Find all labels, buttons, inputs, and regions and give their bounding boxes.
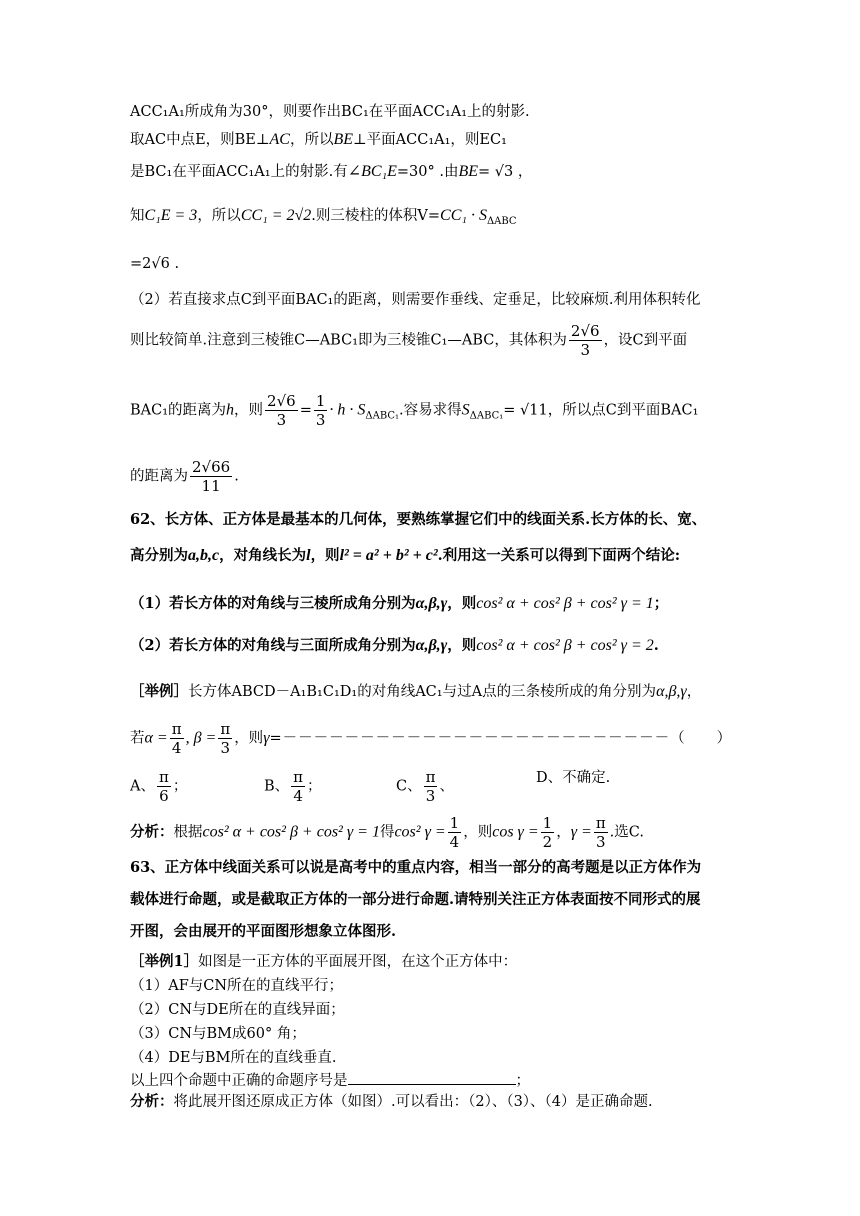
text: 则比较简单.注意到三棱锥C—ABC₁即为三棱锥C₁—ABC，其体积为 [130, 332, 567, 349]
text: .选C. [609, 824, 644, 841]
text: .则三棱柱的体积V= [311, 208, 441, 224]
text: . [234, 468, 239, 485]
math: · h · S [329, 401, 366, 419]
text-line [130, 1000, 345, 1020]
math: α = [144, 729, 168, 747]
math: α,β,γ [415, 637, 448, 654]
section-63-heading [130, 858, 701, 878]
math: , β = [185, 729, 217, 747]
text: ，则 [447, 595, 477, 612]
fraction: $\frac{2√6}{3}$ [570, 322, 600, 359]
fraction: $\frac{2√66}{11}$ [192, 458, 231, 495]
text: ，所以 [197, 208, 241, 224]
section-62-heading [130, 510, 706, 530]
text: 是BC₁在平面ACC₁A₁上的射影.有 [130, 164, 348, 180]
math: =2√6 . [130, 256, 180, 272]
example-label: ［举例1］ [130, 953, 199, 970]
subscript: ΔABC₁ [365, 410, 400, 422]
text: 将此展开图还原成正方体（如图）.可以看出：（2）、（3）、（4）是正确命题. [173, 1094, 653, 1110]
text-line [130, 392, 698, 429]
text: 得 [379, 824, 395, 841]
text-line [130, 458, 239, 495]
math: AC [269, 131, 290, 148]
math: α,β,γ [415, 595, 448, 612]
text: ACC₁A₁所成角为30°，则要作出BC₁在平面ACC₁A₁上的射影. [130, 104, 530, 120]
text: 63、正方体中线面关系可以说是高考中的重点内容，相当一部分的高考题是以正方体作为 [130, 859, 702, 876]
text-line [130, 1070, 530, 1091]
text: ，所以点C到平面BAC₁ [547, 402, 699, 419]
math: cos² α + cos² β + cos² γ = 1 [476, 595, 654, 612]
text: 62、长方体、正方体是最基本的几何体，要熟练掌握它们中的线面关系.长方体的长、宽、 [130, 511, 707, 528]
answer-blank[interactable] [348, 1070, 516, 1085]
fraction: $\frac{1}{4}$ [449, 814, 460, 851]
text-line [130, 922, 396, 942]
text-line [130, 322, 687, 359]
example-line [130, 682, 701, 702]
math: cos γ = [492, 823, 539, 841]
text-line [130, 976, 343, 996]
text: . [653, 637, 659, 654]
math: CC₁ = 2√2 [240, 207, 312, 224]
text: 知 [130, 208, 145, 224]
text: ， [686, 684, 702, 700]
math: BE [458, 163, 479, 180]
text: 若 [130, 730, 145, 747]
answer-dashes: =－－－－－－－－－－－－－－－－－－－－－－－－－（ ） [269, 730, 733, 747]
text: 取AC中点E，则BE⊥ [130, 132, 270, 148]
math: α,β,γ [656, 683, 687, 700]
math: BE [333, 131, 354, 148]
text: BAC₁的距离为 [130, 402, 227, 419]
text-line [130, 546, 680, 566]
math: l² = a² + b² + c² [339, 547, 438, 564]
math: S [461, 401, 470, 419]
text-line [130, 290, 700, 310]
text: ，所以 [289, 132, 334, 148]
conclusion-1 [130, 594, 668, 614]
text: .容易求得 [399, 402, 462, 419]
math: cos² α + cos² β + cos² γ = 1 [202, 823, 380, 841]
analysis-line [130, 1092, 653, 1112]
text: 根据 [173, 824, 203, 841]
fraction: $\frac{\pi}{4}$ [293, 768, 304, 805]
text: ； [653, 595, 669, 612]
fraction: $\frac{1}{3}$ [315, 392, 326, 429]
math: a,b,c [188, 547, 220, 564]
text: =30° .由 [396, 164, 459, 180]
fraction: $\frac{\pi}{4}$ [171, 720, 182, 757]
subscript: ΔABC [486, 215, 517, 227]
fraction: $\frac{\pi}{3}$ [425, 768, 436, 805]
text-line [130, 1048, 337, 1068]
example-label: ［举例］ [130, 683, 188, 700]
option-d: D、不确定. [536, 770, 611, 786]
text: （2）若长方体的对角线与三面所成角分别为 [130, 637, 416, 654]
text: ； [515, 1073, 530, 1089]
text: （2）若直接求点C到平面BAC₁的距离，则需要作垂线、定垂足，比较麻烦.利用体积转化 [130, 292, 701, 308]
text: ，则 [234, 730, 264, 747]
option-c: C、 $\frac{\pi}{3}$ 、 [396, 768, 454, 805]
text: （4）DE与BM所在的直线垂直. [130, 1050, 337, 1066]
text: 如图是一正方体的平面展开图，在这个正方体中： [198, 954, 518, 970]
text: ，设C到平面 [603, 332, 688, 349]
fraction: $\frac{\pi}{3}$ [595, 814, 606, 851]
fraction: $\frac{\pi}{3}$ [220, 720, 231, 757]
math: = √11 [503, 402, 548, 419]
text-line [130, 162, 532, 182]
math: = √3 ， [478, 164, 533, 180]
text: .利用这一关系可以得到下面两个结论: [437, 547, 681, 564]
text-line [130, 720, 732, 757]
option-a: A、 $\frac{\pi}{6}$ ； [130, 768, 188, 805]
math: cos² α + cos² β + cos² γ = 2 [476, 637, 654, 654]
math: γ = [570, 823, 592, 841]
text: ， [556, 824, 571, 841]
text: （1）AF与CN所在的直线平行； [130, 978, 344, 994]
analysis-line [130, 814, 644, 851]
text: 的距离为 [130, 468, 188, 485]
math: = [299, 402, 312, 419]
conclusion-2 [130, 636, 659, 656]
text: ，则 [447, 637, 477, 654]
text: 开图，会由展开的平面图形想象立体图形. [130, 923, 397, 940]
text-line [130, 130, 507, 150]
math: h [226, 401, 235, 419]
math: cos² γ = [394, 823, 446, 841]
text: （1）若长方体的对角线与三棱所成角分别为 [130, 595, 416, 612]
text: 长方体ABCD－A₁B₁C₁D₁的对角线AC₁与过A点的三条棱所成的角分别为 [188, 684, 657, 700]
text: ，则 [234, 402, 264, 419]
subscript: ΔABC₁ [469, 410, 504, 422]
text: ⊥平面ACC₁A₁，则EC₁ [353, 132, 507, 148]
math: l [306, 547, 311, 564]
text-line [130, 206, 517, 232]
math: C₁E = 3 [144, 207, 198, 224]
text-line [130, 890, 701, 910]
example-1-line [130, 952, 517, 972]
text-line [130, 102, 530, 122]
text: （3）CN与BM成60° 角； [130, 1026, 306, 1042]
text: ，则 [310, 547, 340, 564]
math: γ [263, 729, 270, 747]
text-line [130, 1024, 306, 1044]
option-b: B、 $\frac{\pi}{4}$ ； [264, 768, 322, 805]
text: ，则 [463, 824, 493, 841]
text: 高分别为 [130, 547, 188, 564]
fraction: $\frac{2√6}{3}$ [267, 392, 296, 429]
math: CC₁ · S [440, 207, 487, 224]
text: ，对角线长为 [219, 547, 307, 564]
text: 以上四个命题中正确的命题序号是 [130, 1073, 348, 1089]
analysis-label: 分析： [130, 823, 174, 841]
fraction: $\frac{1}{2}$ [542, 814, 553, 851]
text: （2）CN与DE所在的直线异面； [130, 1002, 345, 1018]
analysis-label: 分析： [130, 1093, 174, 1110]
math: ∠BC₁E [347, 163, 397, 180]
text-line [130, 254, 179, 274]
fraction: $\frac{\pi}{6}$ [158, 768, 169, 805]
text: 载体进行命题，或是截取正方体的一部分进行命题.请特别关注正方体表面按不同形式的展 [130, 891, 701, 908]
